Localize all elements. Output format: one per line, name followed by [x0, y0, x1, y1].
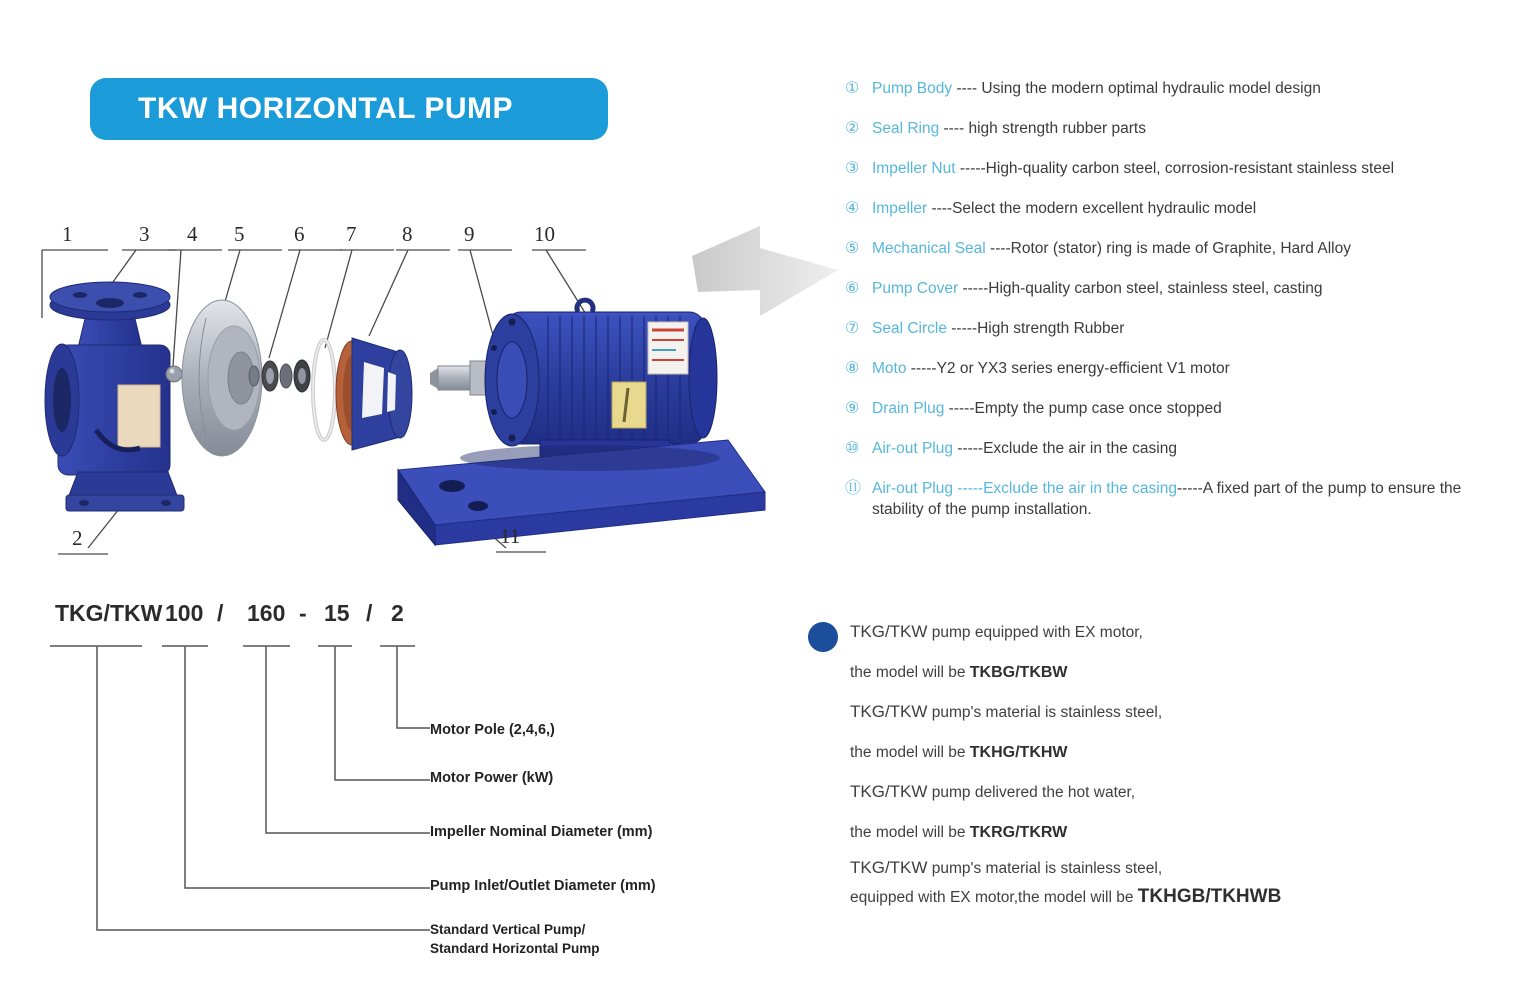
part-number: ⑩	[845, 440, 860, 457]
callout-9: 9	[464, 222, 475, 246]
model-code-slash2: /	[366, 600, 373, 626]
part-number: ⑨	[845, 400, 860, 417]
variant-line: the model will be TKRG/TKRW	[850, 824, 1068, 841]
part-name: Moto	[872, 360, 907, 377]
part-number: ⑦	[845, 320, 860, 337]
variant-line: TKG/TKW pump's material is stainless steel,	[850, 858, 1163, 877]
variant-line: TKG/TKW pump delivered the hot water,	[850, 782, 1136, 801]
impeller-nut	[166, 366, 182, 382]
part-item-1	[845, 78, 1321, 99]
callout-2: 2	[72, 526, 83, 550]
part-description: ----Select the modern excellent hydraulic model	[927, 200, 1257, 217]
part-item-5	[845, 238, 1351, 259]
part-name: Air-out Plug	[872, 440, 953, 457]
part-name: Air-out Plug	[872, 480, 953, 497]
callout-10: 10	[534, 222, 555, 246]
bullet-icon	[808, 622, 838, 652]
callout-6: 6	[294, 222, 305, 246]
part-item-11	[845, 478, 1497, 520]
model-code-lines	[40, 640, 470, 960]
part-number: ④	[845, 200, 860, 217]
part-number: ⑧	[845, 360, 860, 377]
part-name: Impeller Nut	[872, 160, 956, 177]
part-item-7	[845, 318, 1124, 339]
label-inlet-outlet: Pump Inlet/Outlet Diameter (mm)	[430, 878, 656, 894]
callout-7: 7	[346, 222, 357, 246]
part-item-2	[845, 118, 1146, 139]
part-name: Seal Ring	[872, 120, 940, 137]
model-code-series: TKG/TKW	[55, 600, 163, 626]
seal-circle	[313, 340, 335, 440]
page-title: TKW HORIZONTAL PUMP	[138, 92, 514, 125]
part-name: Impeller	[872, 200, 928, 217]
part-description: -----High strength Rubber	[946, 320, 1125, 337]
part-number: ②	[845, 120, 860, 137]
part-name: Pump Body	[872, 80, 953, 97]
part-item-3	[845, 158, 1394, 179]
right-arrow-icon	[690, 198, 840, 343]
variant-line: TKG/TKW pump equipped with EX motor,	[850, 622, 1143, 641]
part-number: ⑤	[845, 240, 860, 257]
model-code-inlet: 100	[165, 600, 204, 626]
label-impeller-diameter: Impeller Nominal Diameter (mm)	[430, 824, 653, 840]
label-standard-pump: Standard Vertical Pump/ Standard Horizontal Pump	[430, 922, 600, 956]
part-name: Mechanical Seal	[872, 240, 986, 257]
part-description: ---- Using the modern optimal hydraulic model design	[952, 80, 1321, 97]
part-number: ①	[845, 80, 860, 97]
pump-body	[45, 282, 184, 511]
motor	[430, 300, 717, 456]
part-number: ③	[845, 160, 860, 177]
part-description: -----High-quality carbon steel, stainless steel, casting	[958, 280, 1323, 297]
part-description: -----Empty the pump case once stopped	[944, 400, 1222, 417]
pump-exploded-diagram	[0, 0, 780, 580]
part-description: -----Exclude the air in the casing	[952, 440, 1177, 457]
model-code-pole: 2	[391, 600, 404, 626]
variant-line: equipped with EX motor,the model will be TKHGB/TKHWB	[850, 886, 1282, 907]
part-blue-description: -----Exclude the air in the casing	[952, 480, 1177, 497]
callout-1: 1	[62, 222, 73, 246]
part-item-6	[845, 278, 1323, 299]
callout-4: 4	[187, 222, 198, 246]
callout-3: 3	[139, 222, 150, 246]
part-description: -----A fixed part of the pump to ensure the stability of the pump installation.	[872, 480, 1462, 518]
part-item-4	[845, 198, 1256, 219]
variant-line: TKG/TKW pump's material is stainless steel,	[850, 702, 1163, 721]
callout-11: 11	[500, 524, 521, 548]
part-number: ⑥	[845, 280, 860, 297]
callout-5: 5	[234, 222, 245, 246]
label-motor-power: Motor Power (kW)	[430, 770, 554, 786]
part-name: Seal Circle	[872, 320, 947, 337]
base-frame	[398, 440, 765, 545]
pump-cover	[336, 338, 412, 450]
part-description: -----High-quality carbon steel, corrosion-resistant stainless steel	[955, 160, 1395, 177]
part-name: Drain Plug	[872, 400, 945, 417]
model-code-dash: -	[299, 600, 307, 626]
part-item-10	[845, 438, 1177, 459]
label-motor-pole: Motor Pole (2,4,6,)	[430, 722, 555, 738]
model-code-slash: /	[217, 600, 224, 626]
part-description: ----Rotor (stator) ring is made of Graphite, Hard Alloy	[985, 240, 1351, 257]
variant-line: the model will be TKHG/TKHW	[850, 744, 1068, 761]
model-code-power: 15	[324, 600, 350, 626]
part-item-9	[845, 398, 1222, 419]
variant-line: the model will be TKBG/TKBW	[850, 664, 1068, 681]
part-description: -----Y2 or YX3 series energy-efficient V1 motor	[906, 360, 1230, 377]
callout-8: 8	[402, 222, 413, 246]
part-number: ⑪	[845, 480, 862, 497]
part-item-8	[845, 358, 1230, 379]
part-description: ---- high strength rubber parts	[939, 120, 1146, 137]
part-name: Pump Cover	[872, 280, 959, 297]
model-code-impeller: 160	[247, 600, 286, 626]
